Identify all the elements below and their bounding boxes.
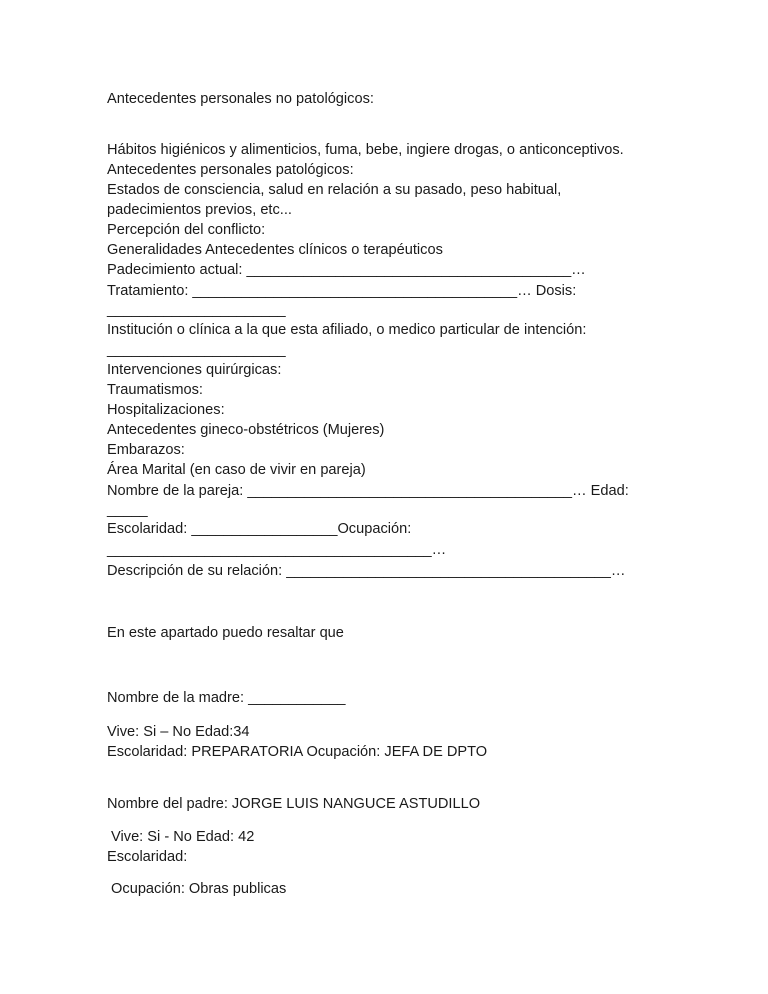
estados-line: Estados de consciencia, salud en relación a su pasado, peso habitual, <box>107 182 562 198</box>
padre-escolaridad: Escolaridad: <box>107 849 188 865</box>
nombre-madre-field: Nombre de la madre: ____________ <box>107 690 346 706</box>
gineco-line: Antecedentes gineco-obstétricos (Mujeres) <box>107 422 385 438</box>
padecimientos-line: padecimientos previos, etc... <box>107 202 292 218</box>
heading-patologicos: Antecedentes personales patológicos: <box>107 162 354 178</box>
tratamiento-field: Tratamiento: ________________________________________… Dosis: <box>107 283 577 299</box>
area-marital-line: Área Marital (en caso de vivir en pareja) <box>107 462 366 478</box>
institucion-field: Institución o clínica a la que esta afiliado, o medico particular de intención: <box>107 322 587 338</box>
nombre-pareja-field: Nombre de la pareja: ________________________________________… Edad: <box>107 483 629 499</box>
percepcion-line: Percepción del conflicto: <box>107 222 266 238</box>
nombre-padre: Nombre del padre: JORGE LUIS NANGUCE ASTUDILLO <box>107 796 481 812</box>
intervenciones-line: Intervenciones quirúrgicas: <box>107 362 282 378</box>
apartado-line: En este apartado puedo resaltar que <box>107 625 344 641</box>
habitos-line: Hábitos higiénicos y alimenticios, fuma, bebe, ingiere drogas, o anticonceptivos. <box>107 142 624 158</box>
edad-blank: _____ <box>107 502 148 518</box>
padre-vive-edad: Vive: Si - No Edad: 42 <box>107 829 255 845</box>
madre-escolaridad-ocupacion: Escolaridad: PREPARATORIA Ocupación: JEFA DE DPTO <box>107 744 488 760</box>
institucion-blank: ______________________ <box>107 342 286 358</box>
ocupacion-blank: ________________________________________… <box>107 542 447 558</box>
dosis-blank: ______________________ <box>107 302 286 318</box>
madre-vive-edad: Vive: Si – No Edad:34 <box>107 724 250 740</box>
generalidades-line: Generalidades Antecedentes clínicos o terapéuticos <box>107 242 443 258</box>
traumatismos-line: Traumatismos: <box>107 382 203 398</box>
hospitalizaciones-line: Hospitalizaciones: <box>107 402 225 418</box>
embarazos-line: Embarazos: <box>107 442 185 458</box>
padre-ocupacion: Ocupación: Obras publicas <box>107 881 287 897</box>
descripcion-relacion-field: Descripción de su relación: ________________________________________… <box>107 563 626 579</box>
heading-no-patologicos: Antecedentes personales no patológicos: <box>107 91 374 107</box>
padecimiento-actual-field: Padecimiento actual: ________________________________________… <box>107 262 586 278</box>
escolaridad-ocupacion-field: Escolaridad: __________________Ocupación: <box>107 521 412 537</box>
